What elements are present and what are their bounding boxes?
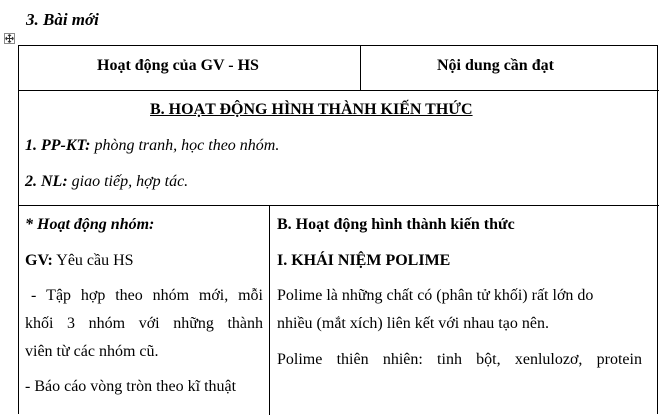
word: khối [25,315,54,332]
left-line-3: viên từ các nhóm cũ. [25,343,159,360]
word: nhóm [88,315,126,332]
word: nhóm [152,287,190,304]
word: nhiên: [382,351,423,368]
section-heading: 3. Bài mới [26,10,99,29]
nl-text: giao tiếp, hợp tác. [71,173,189,190]
header-right: Nội dung cần đạt [437,57,554,74]
right-title: B. Hoạt động hình thành kiến thức [277,216,515,233]
pp-kt-text: phòng tranh, học theo nhóm. [94,137,280,154]
word: mỗi [238,287,263,304]
word: thành [227,315,263,332]
header-left: Hoạt động của GV - HS [97,57,259,74]
word: tinh [437,351,462,368]
right-subtitle: I. KHÁI NIỆM POLIME [277,252,451,269]
group-activity-title: * Hoạt động nhóm: [25,216,155,233]
pp-kt-label: 1. PP-KT: [25,137,91,154]
word: theo [115,287,143,304]
word: thiên [336,351,369,368]
gv-line [25,251,134,271]
word: xenlulozơ, [514,351,583,368]
word: với [138,315,160,332]
left-line-4: - Báo cáo vòng tròn theo kĩ thuật [25,378,237,395]
column-divider [269,205,270,415]
table-move-handle-icon[interactable] [4,33,15,44]
polime-def-line-2: nhiều (mắt xích) liên kết với nhau tạo nên. [277,315,549,332]
word: bột, [476,351,501,368]
word: protein [596,351,642,368]
nl-line [25,172,188,192]
gv-label: GV: [25,252,53,269]
section-title: B. HOẠT ĐỘNG HÌNH THÀNH KIẾN THỨC [150,101,473,118]
lesson-table [18,45,658,414]
word: Tập [46,287,72,304]
left-line-2 [25,314,263,334]
polime-def-line-1: Polime là những chất có (phân tử khối) rất lớn do [277,287,594,304]
pp-kt-line [25,136,279,156]
word: mới, [198,287,229,304]
word: - [31,287,37,304]
row-divider-1 [19,90,659,91]
header-divider [360,46,361,90]
word: những [173,315,214,332]
word: Polime [277,351,323,368]
gv-text: Yêu cầu HS [56,252,134,269]
word: 3 [67,315,76,332]
polime-natural-line [277,350,642,370]
nl-label: 2. NL: [25,173,68,190]
word: hợp [80,287,106,304]
row-divider-2 [19,205,659,206]
left-line-1 [31,286,263,306]
